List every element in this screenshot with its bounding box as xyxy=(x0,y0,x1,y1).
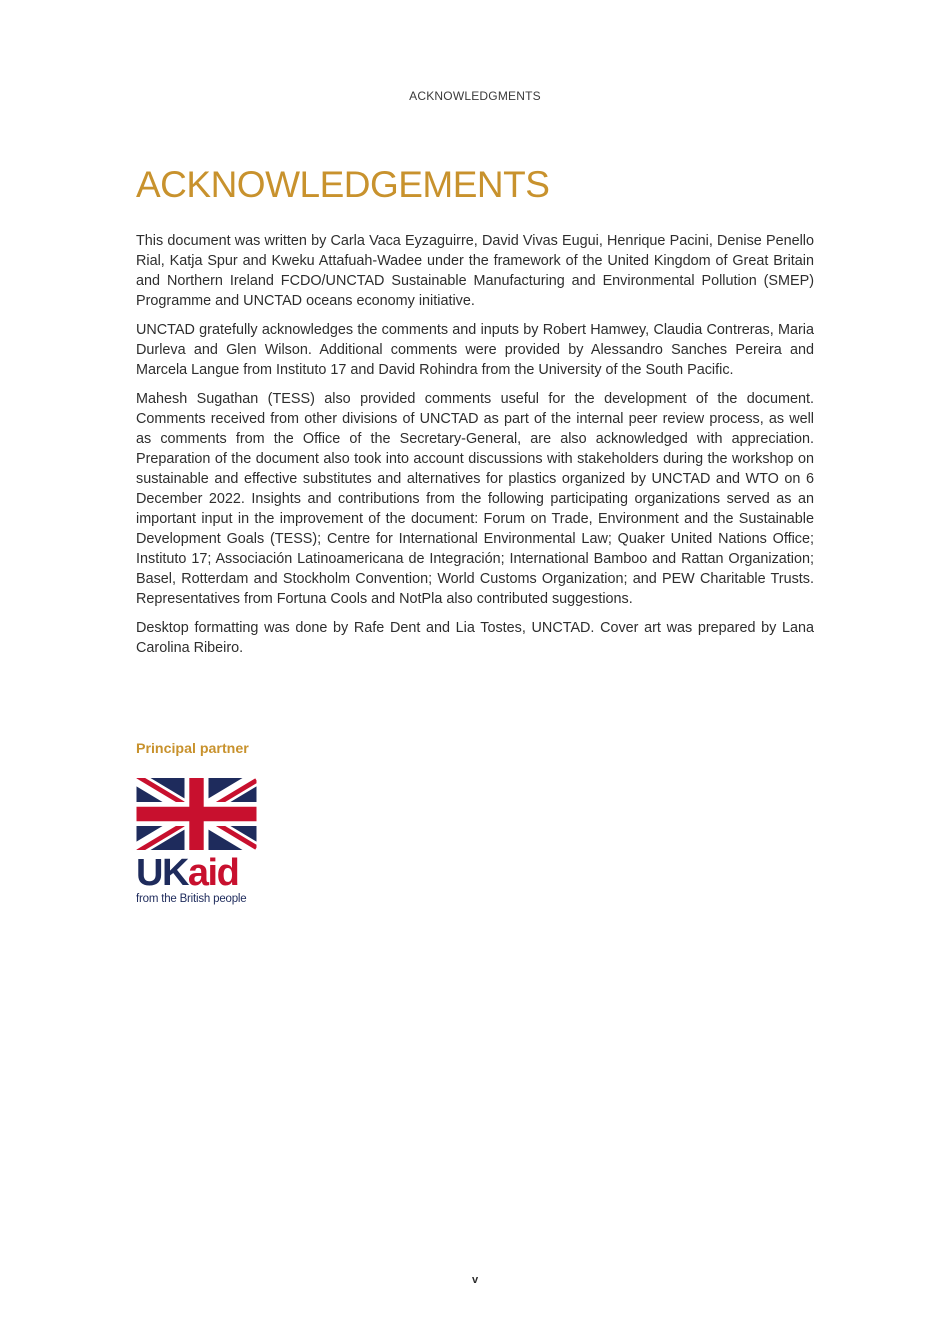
ukaid-tagline: from the British people xyxy=(136,893,247,905)
paragraph-formatting: Desktop formatting was done by Rafe Dent and Lia Tostes, UNCTAD. Cover art was prepared by Lana Carolina Ribeiro. xyxy=(136,620,814,656)
ukaid-logo xyxy=(136,778,258,905)
acknowledgements-body xyxy=(136,231,814,667)
ukaid-wordmark xyxy=(136,854,258,892)
running-header: ACKNOWLEDGMENTS xyxy=(409,89,541,103)
principal-partner-label: Principal partner xyxy=(136,741,249,757)
paragraph-authors: This document was written by Carla Vaca Eyzaguirre, David Vivas Eugui, Henrique Pacini, Denise Penello Rial, Katja Spur and Kweku Attafuah-Wadee under the framework of the United Kingdom of Great Britain and Northern Ireland FCDO/UNCTAD Sustainable Manufacturing and Environmental Pollution (SMEP) Programme and UNCTAD oceans economy initiative. xyxy=(136,233,814,309)
page-number: v xyxy=(471,1274,479,1286)
ukaid-wordmark-uk: UK xyxy=(136,852,188,894)
ukaid-wordmark-aid: aid xyxy=(187,852,239,894)
page-title: ACKNOWLEDGEMENTS xyxy=(136,164,550,205)
paragraph-reviewers: UNCTAD gratefully acknowledges the comments and inputs by Robert Hamwey, Claudia Contreras, Maria Durleva and Glen Wilson. Additional comments were provided by Alessandro Sanches Pereira and Marcela Langue from Instituto 17 and David Rohindra from the University of the South Pacific. xyxy=(136,322,814,378)
union-flag-icon xyxy=(136,778,257,850)
paragraph-contributors: Mahesh Sugathan (TESS) also provided comments useful for the development of the document. Comments received from other divisions of UNCTAD as part of the internal peer review process, as well as comments from the Office of the Secretary-General, are also acknowledged with appreciation. Preparation of the document also took into account discussions with stakeholders during the workshop on sustainable and effective substitutes and alternatives for plastics organized by UNCTAD and WTO on 6 December 2022. Insights and contributions from the following participating organizations served as an important input in the improvement of the document: Forum on Trade, Environment and the Sustainable Development Goals (TESS); Centre for International Environmental Law; Quaker United Nations Office; Instituto 17; Associación Latinoamericana de Integración; International Bamboo and Rattan Organization; Basel, Rotterdam and Stockholm Convention; World Customs Organization; and PEW Charitable Trusts. Representatives from Fortuna Cools and NotPla also contributed suggestions. xyxy=(136,391,814,607)
